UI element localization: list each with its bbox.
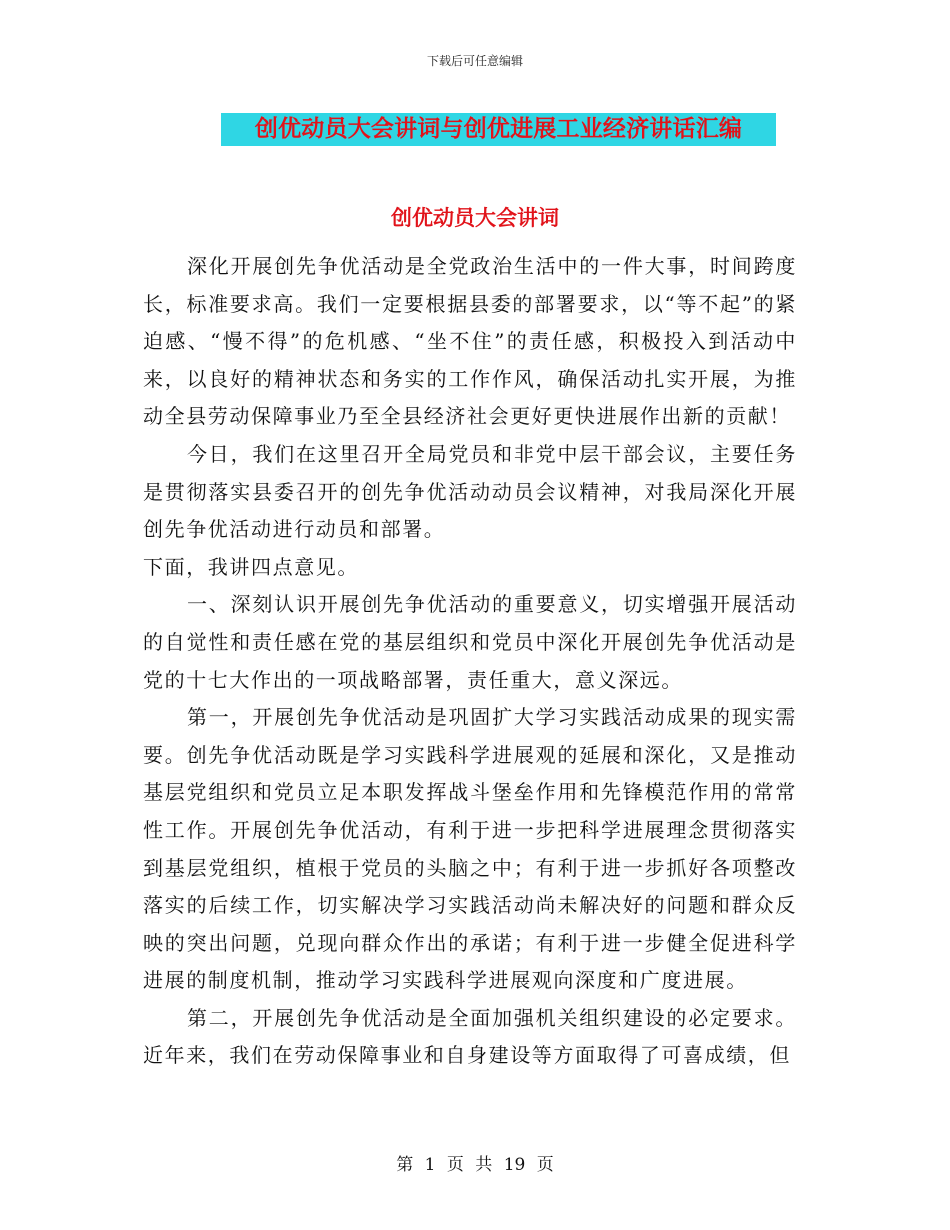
paragraph-intro: 深化开展创先争优活动是全党政治生活中的一件大事，时间跨度长，标准要求高。我们一定要根据县委的部署要求，以“等不起”的紧迫感、“慢不得”的危机感、“坐不住”的责任感，积极投入到活动中来，以良好的精神状态和务实的工作作风，确保活动扎实开展，为推动全县劳动保障事业乃至全县经济社会更好更快进展作出新的贡献！ [143, 254, 797, 429]
paragraph-outline: 下面，我讲四点意见。 [143, 554, 359, 579]
header-note: 下载后可任意编辑 [426, 54, 523, 68]
body-text [143, 248, 797, 1075]
paragraph-first: 第一，开展创先争优活动是巩固扩大学习实践活动成果的现实需要。创先争优活动既是学习实践科学进展观的延展和深化，又是推动基层党组织和党员立足本职发挥战斗堡垒作用和先锋模范作用的常常性工作。开展创先争优活动，有利于进一步把科学进展理念贯彻落实到基层党组织，植根于党员的头脑之中；有利于进一步抓好各项整改落实的后续工作，切实解决学习实践活动尚未解决好的问题和群众反映的突出问题，兑现向群众作出的承诺；有利于进一步健全促进科学进展的制度机制，推动学习实践科学进展观向深度和广度进展。 [143, 705, 797, 993]
document-title: 创优动员大会讲词与创优进展工业经济讲话汇编 [221, 113, 776, 146]
paragraph-second: 第二，开展创先争优活动是全面加强机关组织建设的必定要求。近年来，我们在劳动保障事业和自身建设等方面取得了可喜成绩，但 [143, 1005, 797, 1068]
section-title: 创优动员大会讲词 [391, 206, 559, 230]
paragraph-point-one: 一、深刻认识开展创先争优活动的重要意义，切实增强开展活动的自觉性和责任感在党的基层组织和党员中深化开展创先争优活动是党的十七大作出的一项战略部署，责任重大，意义深远。 [143, 592, 797, 692]
page-number-footer: 第 1 页 共 19 页 [396, 1155, 554, 1175]
paragraph-meeting: 今日，我们在这里召开全局党员和非党中层干部会议，主要任务是贯彻落实县委召开的创先争优活动动员会议精神，对我局深化开展创先争优活动进行动员和部署。 [143, 441, 797, 542]
